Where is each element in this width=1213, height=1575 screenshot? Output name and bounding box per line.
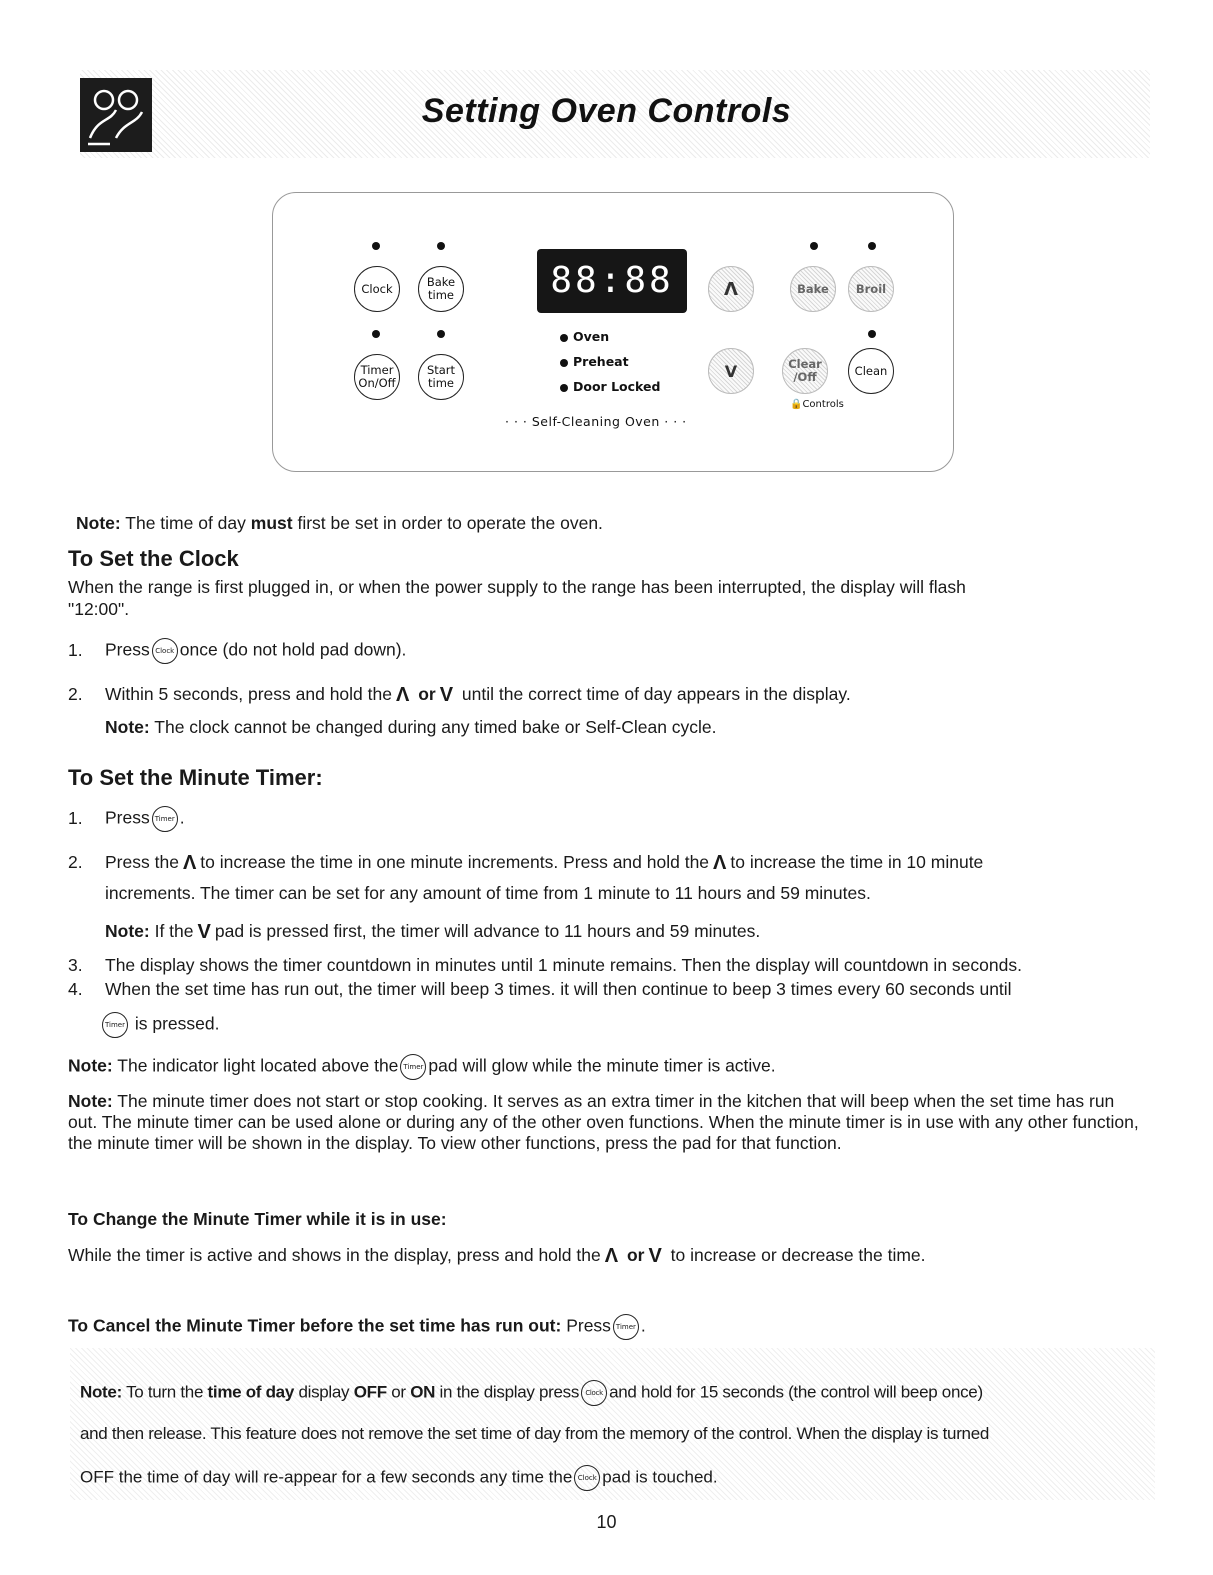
clock-step-2: 2. Within 5 seconds, press and hold the Λ or V until the correct time of day appears in the display. xyxy=(68,684,851,706)
timer-indicator-dot xyxy=(372,330,380,338)
clock-intro-line2: "12:00". xyxy=(68,599,130,619)
timer-pad[interactable]: Timer On/Off xyxy=(354,354,400,400)
timer-pad-icon: Timer xyxy=(613,1314,639,1340)
clock-pad[interactable]: Clock xyxy=(354,266,400,312)
page-number: 10 xyxy=(596,1512,617,1532)
clock-step-1: 1. Press Clock once (do not hold pad down). xyxy=(68,638,406,664)
timer-note-2: Note: The minute timer does not start or stop cooking. It serves as an extra timer in the kitchen that will beep when the set time has run out. The minute timer can be used alone or during any of the other oven functions. When the minute timer is in use with any other function, the minute timer will be shown in the display. To view other functions, press the pad for that function. xyxy=(68,1091,1139,1153)
clock-section-heading: To Set the Clock xyxy=(68,546,239,571)
up-arrow-icon: Λ xyxy=(395,684,410,706)
up-arrow-pad[interactable]: Λ xyxy=(708,266,754,312)
start-time-indicator-dot xyxy=(437,330,445,338)
timer-section-heading: To Set the Minute Timer: xyxy=(68,765,323,790)
bake-indicator-dot xyxy=(810,242,818,250)
clock-pad-icon: Clock xyxy=(152,638,178,664)
oven-indicator: Oven xyxy=(560,329,609,344)
timer-step-1: 1. Press Timer . xyxy=(68,806,185,832)
bottom-note-line2: and then release. This feature does not remove the set time of day from the memory of the control. When the display is turned xyxy=(80,1424,990,1443)
bottom-note-line3: OFF the time of day will re-appear for a few seconds any time the Clock pad is touched. xyxy=(80,1465,718,1491)
bake-time-pad[interactable]: Bake time xyxy=(418,266,464,312)
bake-pad[interactable]: Bake xyxy=(790,266,836,312)
timer-step-3: 3. The display shows the timer countdown in minutes until 1 minute remains. Then the display will countdown in seconds. xyxy=(68,955,1022,975)
up-arrow-icon: Λ xyxy=(713,852,727,874)
cancel-timer-text: To Cancel the Minute Timer before the set time has run out: Press Timer . xyxy=(68,1314,646,1340)
lock-icon: 🔒 xyxy=(790,399,803,410)
page-title: Setting Oven Controls xyxy=(421,92,792,130)
clock-note: Note: The clock cannot be changed during any timed bake or Self-Clean cycle. xyxy=(105,717,717,737)
change-timer-heading: To Change the Minute Timer while it is in use: xyxy=(68,1209,447,1229)
door-locked-indicator: Door Locked xyxy=(560,379,660,394)
up-arrow-icon: Λ xyxy=(604,1245,619,1267)
clock-display: 88:88 xyxy=(537,249,687,313)
broil-indicator-dot xyxy=(868,242,876,250)
clean-indicator-dot xyxy=(868,330,876,338)
timer-step-4: 4. When the set time has run out, the timer will beep 3 times. it will then continue to beep 3 times every 60 seconds until xyxy=(68,979,1012,999)
timer-step-2: 2. Press the Λ to increase the time in one minute increments. Press and hold the Λ to increase the time in 10 minute xyxy=(68,852,984,874)
timer-pad-icon: Timer xyxy=(152,806,178,832)
clock-pad-icon: Clock xyxy=(574,1465,600,1491)
timer-step-2-note: Note: If the V pad is pressed first, the timer will advance to 11 hours and 59 minutes. xyxy=(105,921,761,943)
bake-time-indicator-dot xyxy=(437,242,445,250)
start-time-pad[interactable]: Start time xyxy=(418,354,464,400)
down-arrow-pad[interactable]: V xyxy=(708,348,754,394)
bottom-note-line1: Note: To turn the time of day display OFF or ON in the display press Clock and hold for 15 seconds (the control will beep once) xyxy=(80,1380,983,1406)
timer-step-4-tail: Timer is pressed. xyxy=(100,1012,220,1038)
change-timer-text: While the timer is active and shows in the display, press and hold the Λ or V to increase or decrease the time. xyxy=(68,1245,926,1267)
timer-pad-icon: Timer xyxy=(102,1012,128,1038)
panel-caption: · · · Self-Cleaning Oven · · · xyxy=(505,414,687,429)
clean-pad[interactable]: Clean xyxy=(848,348,894,394)
down-arrow-icon: V xyxy=(648,1245,662,1267)
broil-pad[interactable]: Broil xyxy=(848,266,894,312)
timer-step-2-line2: increments. The timer can be set for any amount of time from 1 minute to 11 hours and 59 minutes. xyxy=(105,883,871,903)
clock-pad-icon: Clock xyxy=(581,1380,607,1406)
clear-off-pad[interactable]: Clear /Off xyxy=(782,348,828,394)
timer-pad-icon: Timer xyxy=(400,1054,426,1080)
note-time-of-day: Note: The time of day must first be set in order to operate the oven. xyxy=(76,513,603,533)
timer-note-1: Note: The indicator light located above the Timer pad will glow while the minute timer is active. xyxy=(68,1054,776,1080)
down-arrow-icon: V xyxy=(197,921,211,943)
clock-indicator-dot xyxy=(372,242,380,250)
preheat-indicator: Preheat xyxy=(560,354,629,369)
controls-lock-label: 🔒Controls xyxy=(790,399,844,410)
clock-intro-line1: When the range is first plugged in, or when the power supply to the range has been interrupted, the display will flash xyxy=(68,577,966,597)
down-arrow-icon: V xyxy=(439,684,454,706)
up-arrow-icon: Λ xyxy=(182,852,197,874)
